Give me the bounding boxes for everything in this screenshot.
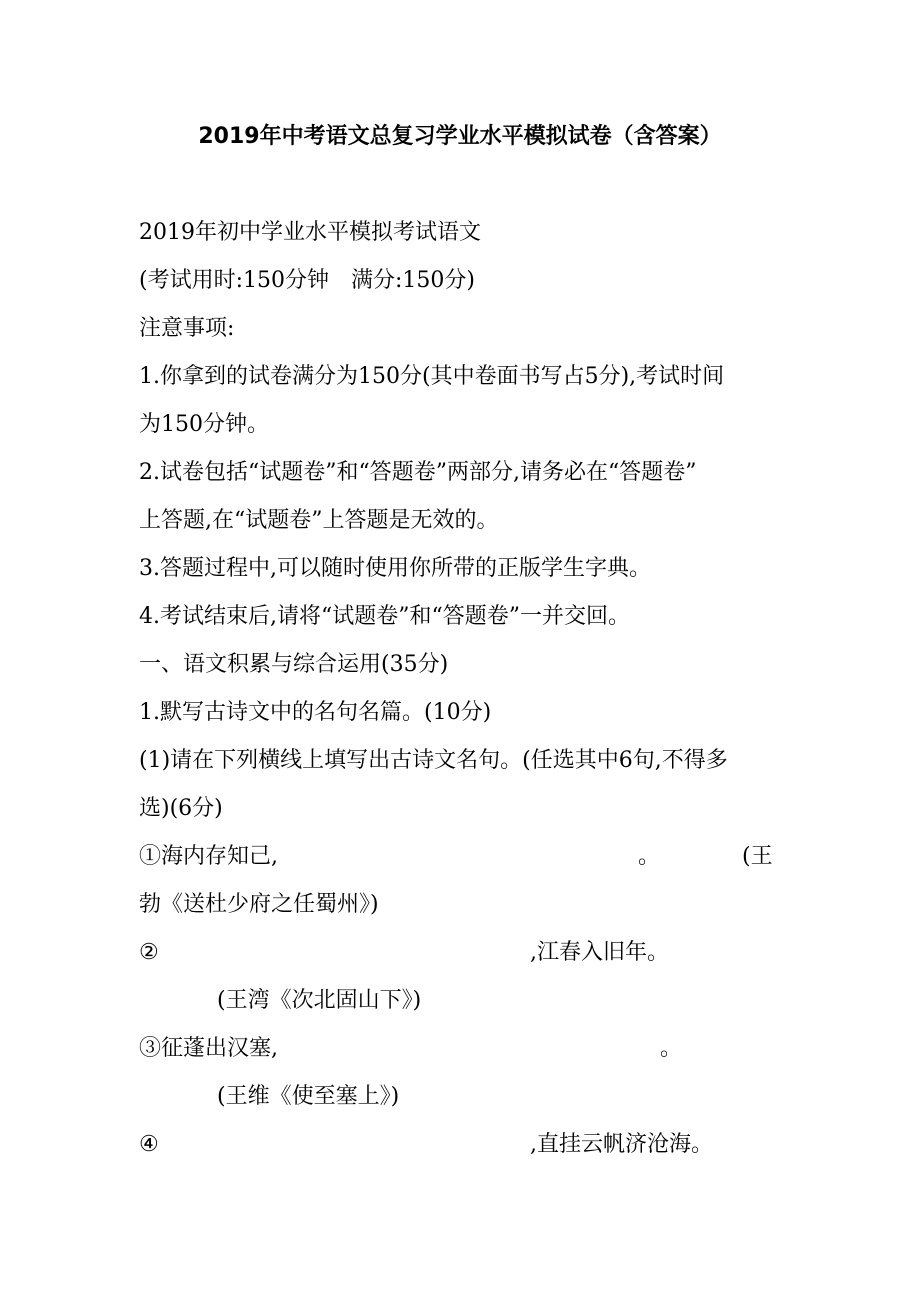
poem-3-source: (王维《使至塞上》): [217, 1084, 400, 1109]
poem-1-prompt: ①海内存知己,: [139, 844, 278, 869]
note-1-line-1: 1.你拿到的试卷满分为150分(其中卷面书写占5分),考试时间: [139, 364, 725, 389]
notes-heading: 注意事项:: [139, 316, 235, 341]
section-1-heading: 一、语文积累与综合运用(35分): [139, 652, 449, 677]
exam-duration-score: (考试用时:150分钟 满分:150分): [139, 268, 475, 293]
poem-4-marker: ④: [139, 1132, 159, 1157]
note-1-line-2: 为150分钟。: [139, 412, 269, 437]
question-1: 1.默写古诗文中的名句名篇。(10分): [139, 700, 492, 725]
poem-3-prompt: ③征蓬出汉塞,: [139, 1036, 278, 1061]
note-2-line-1: 2.试卷包括“试题卷”和“答题卷”两部分,请务必在“答题卷”: [139, 460, 697, 485]
poem-3-end: 。: [660, 1036, 683, 1061]
question-1-part-1-line-2: 选)(6分): [139, 796, 223, 821]
poem-1-end: 。: [638, 844, 661, 869]
poem-4-end: ,直挂云帆济沧海。: [530, 1132, 713, 1157]
poem-2-marker: ②: [139, 940, 159, 965]
document-title: 2019年中考语文总复习学业水平模拟试卷（含答案）: [198, 124, 722, 149]
note-2-line-2: 上答题,在“试题卷”上答题是无效的。: [139, 508, 499, 533]
poem-2-end: ,江春入旧年。: [530, 940, 669, 965]
poem-1-source-continued: 勃《送杜少府之任蜀州》): [139, 892, 379, 917]
poem-2-source: (王湾《次北固山下》): [217, 988, 422, 1013]
exam-heading: 2019年初中学业水平模拟考试语文: [139, 220, 481, 245]
question-1-part-1-line-1: (1)请在下列横线上填写出古诗文名句。(任选其中6句,不得多: [139, 748, 728, 773]
note-3: 3.答题过程中,可以随时使用你所带的正版学生字典。: [139, 556, 651, 581]
poem-1-source-start: (王: [742, 844, 773, 869]
note-4: 4.考试结束后,请将“试题卷”和“答题卷”一并交回。: [139, 604, 630, 629]
